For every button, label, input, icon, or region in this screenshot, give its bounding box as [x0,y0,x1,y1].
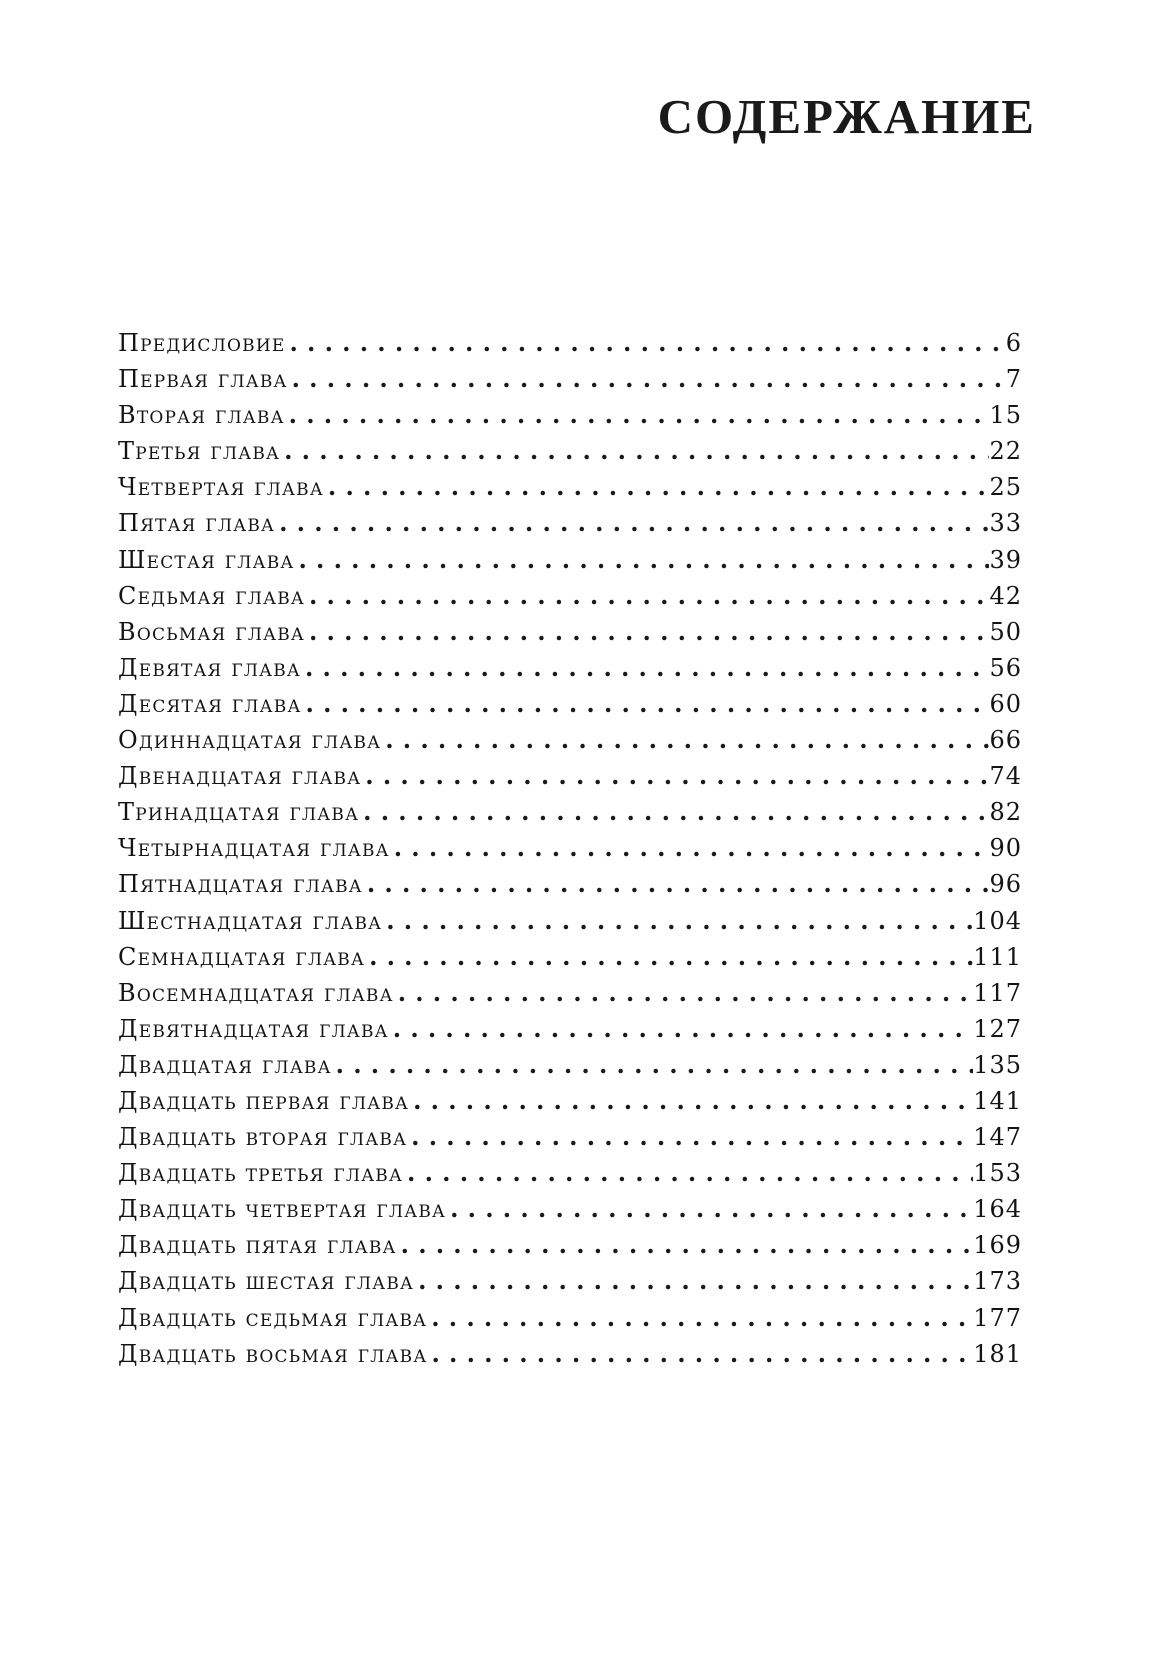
toc-entry-title: Двадцать шестая глава [118,1267,415,1296]
toc-dot-leader [285,325,1005,361]
toc-dot-leader [390,830,990,866]
toc-entry[interactable] [118,1083,1022,1119]
toc-dot-leader [363,866,990,902]
toc-entry-page-number: 50 [989,617,1022,646]
toc-entry[interactable] [118,794,1022,830]
toc-entry-page-number: 42 [989,581,1022,610]
toc-entry[interactable] [118,578,1022,614]
toc-entry[interactable] [118,903,1022,939]
toc-dot-leader [427,1336,973,1372]
toc-entry-page-number: 56 [989,653,1022,682]
toc-entry-title: Вторая глава [118,401,285,430]
toc-entry-page-number: 147 [973,1123,1022,1152]
toc-entry-title: Восемнадцатая глава [118,978,394,1007]
toc-dot-leader [365,939,973,975]
toc-dot-leader [324,469,990,505]
toc-dot-leader [332,1047,974,1083]
toc-entry-page-number: 173 [973,1267,1022,1296]
toc-dot-leader [397,1227,974,1263]
toc-entry-title: Семнадцатая глава [118,942,366,971]
toc-entry-title: Двенадцатая глава [118,762,362,791]
toc-entry-page-number: 7 [1005,365,1022,394]
toc-entry-page-number: 60 [989,689,1022,718]
toc-entry-title: Предисловие [118,329,286,357]
toc-entry-title: Четырнадцатая глава [118,834,390,863]
toc-entry-page-number: 177 [973,1303,1022,1332]
toc-entry-title: Шестая глава [118,545,295,574]
toc-entry-title: Тринадцатая глава [118,798,360,827]
toc-entry[interactable] [118,758,1022,794]
toc-entry-title: Седьмая глава [118,581,305,610]
toc-entry[interactable] [118,325,1022,361]
toc-entry-title: Восьмая глава [118,617,305,646]
toc-dot-leader [446,1191,973,1227]
toc-entry[interactable] [118,1227,1022,1263]
toc-dot-leader [407,1119,973,1155]
toc-entry-page-number: 90 [989,834,1022,863]
toc-entry-page-number: 181 [973,1339,1022,1368]
toc-entry-title: Двадцать первая глава [118,1086,410,1115]
toc-entry-page-number: 6 [1005,329,1022,357]
toc-dot-leader [305,578,989,614]
toc-entry-page-number: 22 [989,437,1022,466]
toc-dot-leader [403,1155,973,1191]
toc-dot-leader [389,1011,973,1047]
toc-entry-page-number: 164 [973,1195,1022,1224]
toc-entry-page-number: 135 [973,1050,1022,1079]
toc-entry-page-number: 153 [973,1159,1022,1188]
toc-entry[interactable] [118,397,1022,433]
toc-dot-leader [285,397,990,433]
toc-dot-leader [361,758,989,794]
toc-entry-title: Первая глава [118,365,288,394]
toc-entry[interactable] [118,975,1022,1011]
toc-entry[interactable] [118,1191,1022,1227]
toc-entry[interactable] [118,1155,1022,1191]
toc-entry-title: Одиннадцатая глава [118,726,382,755]
toc-dot-leader [414,1263,973,1299]
toc-entry[interactable] [118,939,1022,975]
toc-dot-leader [382,903,973,939]
toc-entry-page-number: 82 [989,798,1022,827]
toc-entry-title: Пятнадцатая глава [118,870,363,899]
table-of-contents [118,325,1022,1372]
toc-dot-leader [288,361,1006,397]
toc-entry-title: Пятая глава [118,509,276,538]
toc-entry-title: Девятнадцатая глава [118,1014,389,1043]
toc-entry[interactable] [118,1300,1022,1336]
toc-entry-title: Двадцать восьмая глава [118,1339,428,1368]
toc-entry-title: Двадцать пятая глава [118,1231,397,1260]
toc-entry-title: Третья глава [118,437,281,466]
toc-entry-title: Двадцатая глава [118,1050,332,1079]
toc-entry[interactable] [118,1011,1022,1047]
toc-dot-leader [359,794,989,830]
toc-entry[interactable] [118,614,1022,650]
toc-entry[interactable] [118,469,1022,505]
toc-entry[interactable] [118,686,1022,722]
toc-entry-title: Четвертая глава [118,473,324,502]
toc-entry-page-number: 66 [989,726,1022,755]
toc-entry-title: Шестнадцатая глава [118,906,383,935]
toc-entry-page-number: 127 [973,1014,1022,1043]
toc-entry-title: Двадцать третья глава [118,1159,404,1188]
toc-entry[interactable] [118,1119,1022,1155]
toc-entry-page-number: 39 [989,545,1022,574]
toc-entry-title: Двадцать четвертая глава [118,1195,447,1224]
toc-entry-title: Десятая глава [118,689,302,718]
toc-dot-leader [305,614,989,650]
toc-dot-leader [302,686,990,722]
toc-entry-page-number: 117 [973,978,1022,1007]
toc-dot-leader [381,722,989,758]
toc-entry-page-number: 96 [989,870,1022,899]
toc-entry-title: Девятая глава [118,653,301,682]
toc-dot-leader [275,505,989,541]
toc-dot-leader [427,1300,973,1336]
toc-dot-leader [394,975,974,1011]
toc-entry[interactable] [118,433,1022,469]
toc-dot-leader [294,542,989,578]
toc-entry[interactable] [118,361,1022,397]
toc-entry[interactable] [118,650,1022,686]
toc-entry[interactable] [118,542,1022,578]
toc-entry[interactable] [118,1047,1022,1083]
toc-entry-page-number: 15 [989,401,1022,430]
toc-entry-page-number: 104 [973,906,1022,935]
toc-entry[interactable] [118,505,1022,541]
toc-entry[interactable] [118,866,1022,902]
contents-heading: СОДЕРЖАНИЕ [657,89,1036,144]
toc-entry-page-number: 141 [973,1086,1022,1115]
toc-entry-page-number: 111 [973,942,1022,971]
toc-dot-leader [280,433,989,469]
toc-entry[interactable] [118,830,1022,866]
toc-entry-page-number: 33 [989,509,1022,538]
toc-dot-leader [409,1083,973,1119]
toc-entry[interactable] [118,1336,1022,1372]
toc-entry[interactable] [118,722,1022,758]
toc-entry-page-number: 74 [989,762,1022,791]
toc-dot-leader [301,650,989,686]
toc-entry-page-number: 25 [989,473,1022,502]
toc-entry-page-number: 169 [973,1231,1022,1260]
toc-entry-title: Двадцать седьмая глава [118,1303,428,1332]
toc-entry-title: Двадцать вторая глава [118,1123,408,1152]
toc-entry[interactable] [118,1263,1022,1299]
